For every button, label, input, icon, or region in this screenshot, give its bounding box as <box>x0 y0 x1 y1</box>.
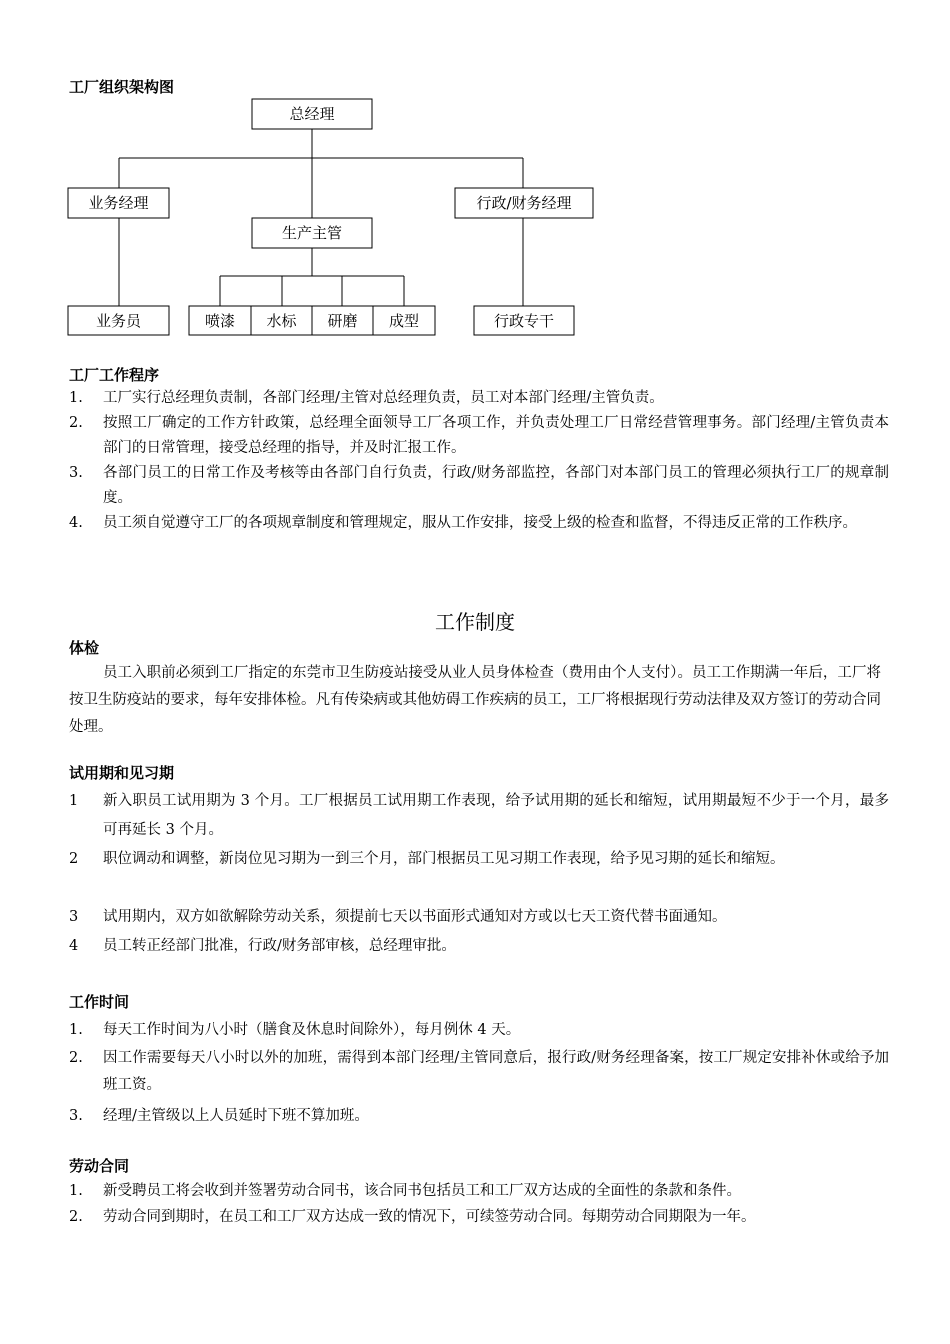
list-item: 2. 劳动合同到期时，在员工和工厂双方达成一致的情况下，可续签劳动合同。每期劳动合同期限为一年。 <box>69 1209 756 1225</box>
list-item: 4. 员工须自觉遵守工厂的各项规章制度和管理规定，服从工作安排，接受上级的检查和监督，不得违反正常的工作秩序。 <box>69 515 857 531</box>
list-item: 1. 每天工作时间为八小时（膳食及休息时间除外），每月例休 4 天。 <box>69 1022 521 1038</box>
probation-heading: 试用期和见习期 <box>69 764 175 782</box>
list-item: 2. 因工作需要每天八小时以外的加班，需得到本部门经理/主管同意后，报行政/财务经理备案，按工厂规定安排补休或给予加班工资。 <box>69 1050 889 1093</box>
node-production-supervisor <box>252 218 372 248</box>
list-item: 1. 工厂实行总经理负责制，各部门经理/主管对总经理负责，员工对本部门经理/主管负责。 <box>69 390 664 406</box>
list-item: 2 职位调动和调整，新岗位见习期为一到三个月，部门根据员工见习期工作表现，给予见习期的延长和缩短。 <box>69 851 785 867</box>
org-chart <box>0 0 950 350</box>
svg-text:业务员: 业务员 <box>95 312 142 330</box>
list-item: 2. 按照工厂确定的工作方针政策，总经理全面领导工厂各项工作，并负责处理工厂日常经营管理事务。部门经理/主管负责本部门的日常管理，接受总经理的指导，并及时汇报工作。 <box>69 415 889 456</box>
list-item: 4 员工转正经部门批准，行政/财务部审核，总经理审批。 <box>69 938 456 954</box>
rules-title: 工作制度 <box>435 610 515 634</box>
medical-paragraph: 员工入职前必须到工厂指定的东莞市卫生防疫站接受从业人员身体检查（费用由个人支付）。员工工作期满一年后，工厂将按卫生防疫站的要求，每年安排体检。凡有传染病或其他妨碍工作疾病的员工，工厂将根据现行劳动法律及双方签订的劳动合同处理。 <box>69 665 881 735</box>
list-item: 3 试用期内，双方如欲解除劳动关系，须提前七天以书面形式通知对方或以七天工资代替书面通知。 <box>69 909 727 925</box>
list-item: 3. 经理/主管级以上人员延时下班不算加班。 <box>69 1108 369 1124</box>
svg-text:行政/财务经理: 行政/财务经理 <box>476 194 572 212</box>
node-spray-paint: 喷漆 <box>204 312 236 330</box>
node-admin-finance-manager <box>455 188 593 218</box>
node-admin-officer <box>474 306 574 335</box>
node-molding: 成型 <box>388 312 420 330</box>
hours-heading: 工作时间 <box>69 993 130 1011</box>
list-item: 1. 新受聘员工将会收到并签署劳动合同书，该合同书包括员工和工厂双方达成的全面性的条款和条件。 <box>69 1183 741 1199</box>
list-item: 3. 各部门员工的日常工作及考核等由各部门自行负责，行政/财务部监控，各部门对本部门员工的管理必须执行工厂的规章制度。 <box>69 465 889 506</box>
list-item: 1 新入职员工试用期为 3 个月。工厂根据员工试用期工作表现，给予试用期的延长和缩短，试用期最短不少于一个月，最多可再延长 3 个月。 <box>69 793 889 838</box>
org-chart-heading: 工厂组织架构图 <box>69 78 175 96</box>
svg-text:行政专干: 行政专干 <box>493 312 555 330</box>
node-grinding: 研磨 <box>327 312 358 330</box>
svg-text:生产主管: 生产主管 <box>281 224 343 242</box>
node-salesperson <box>68 306 169 335</box>
svg-text:业务经理: 业务经理 <box>88 194 149 212</box>
node-workshop-group <box>189 306 435 335</box>
node-gm <box>252 99 372 129</box>
medical-heading: 体检 <box>69 639 100 657</box>
contract-heading: 劳动合同 <box>69 1157 130 1175</box>
node-water-decal: 水标 <box>266 312 297 330</box>
node-sales-manager <box>68 188 169 218</box>
procedures-heading: 工厂工作程序 <box>69 366 160 384</box>
svg-text:总经理: 总经理 <box>289 105 335 123</box>
